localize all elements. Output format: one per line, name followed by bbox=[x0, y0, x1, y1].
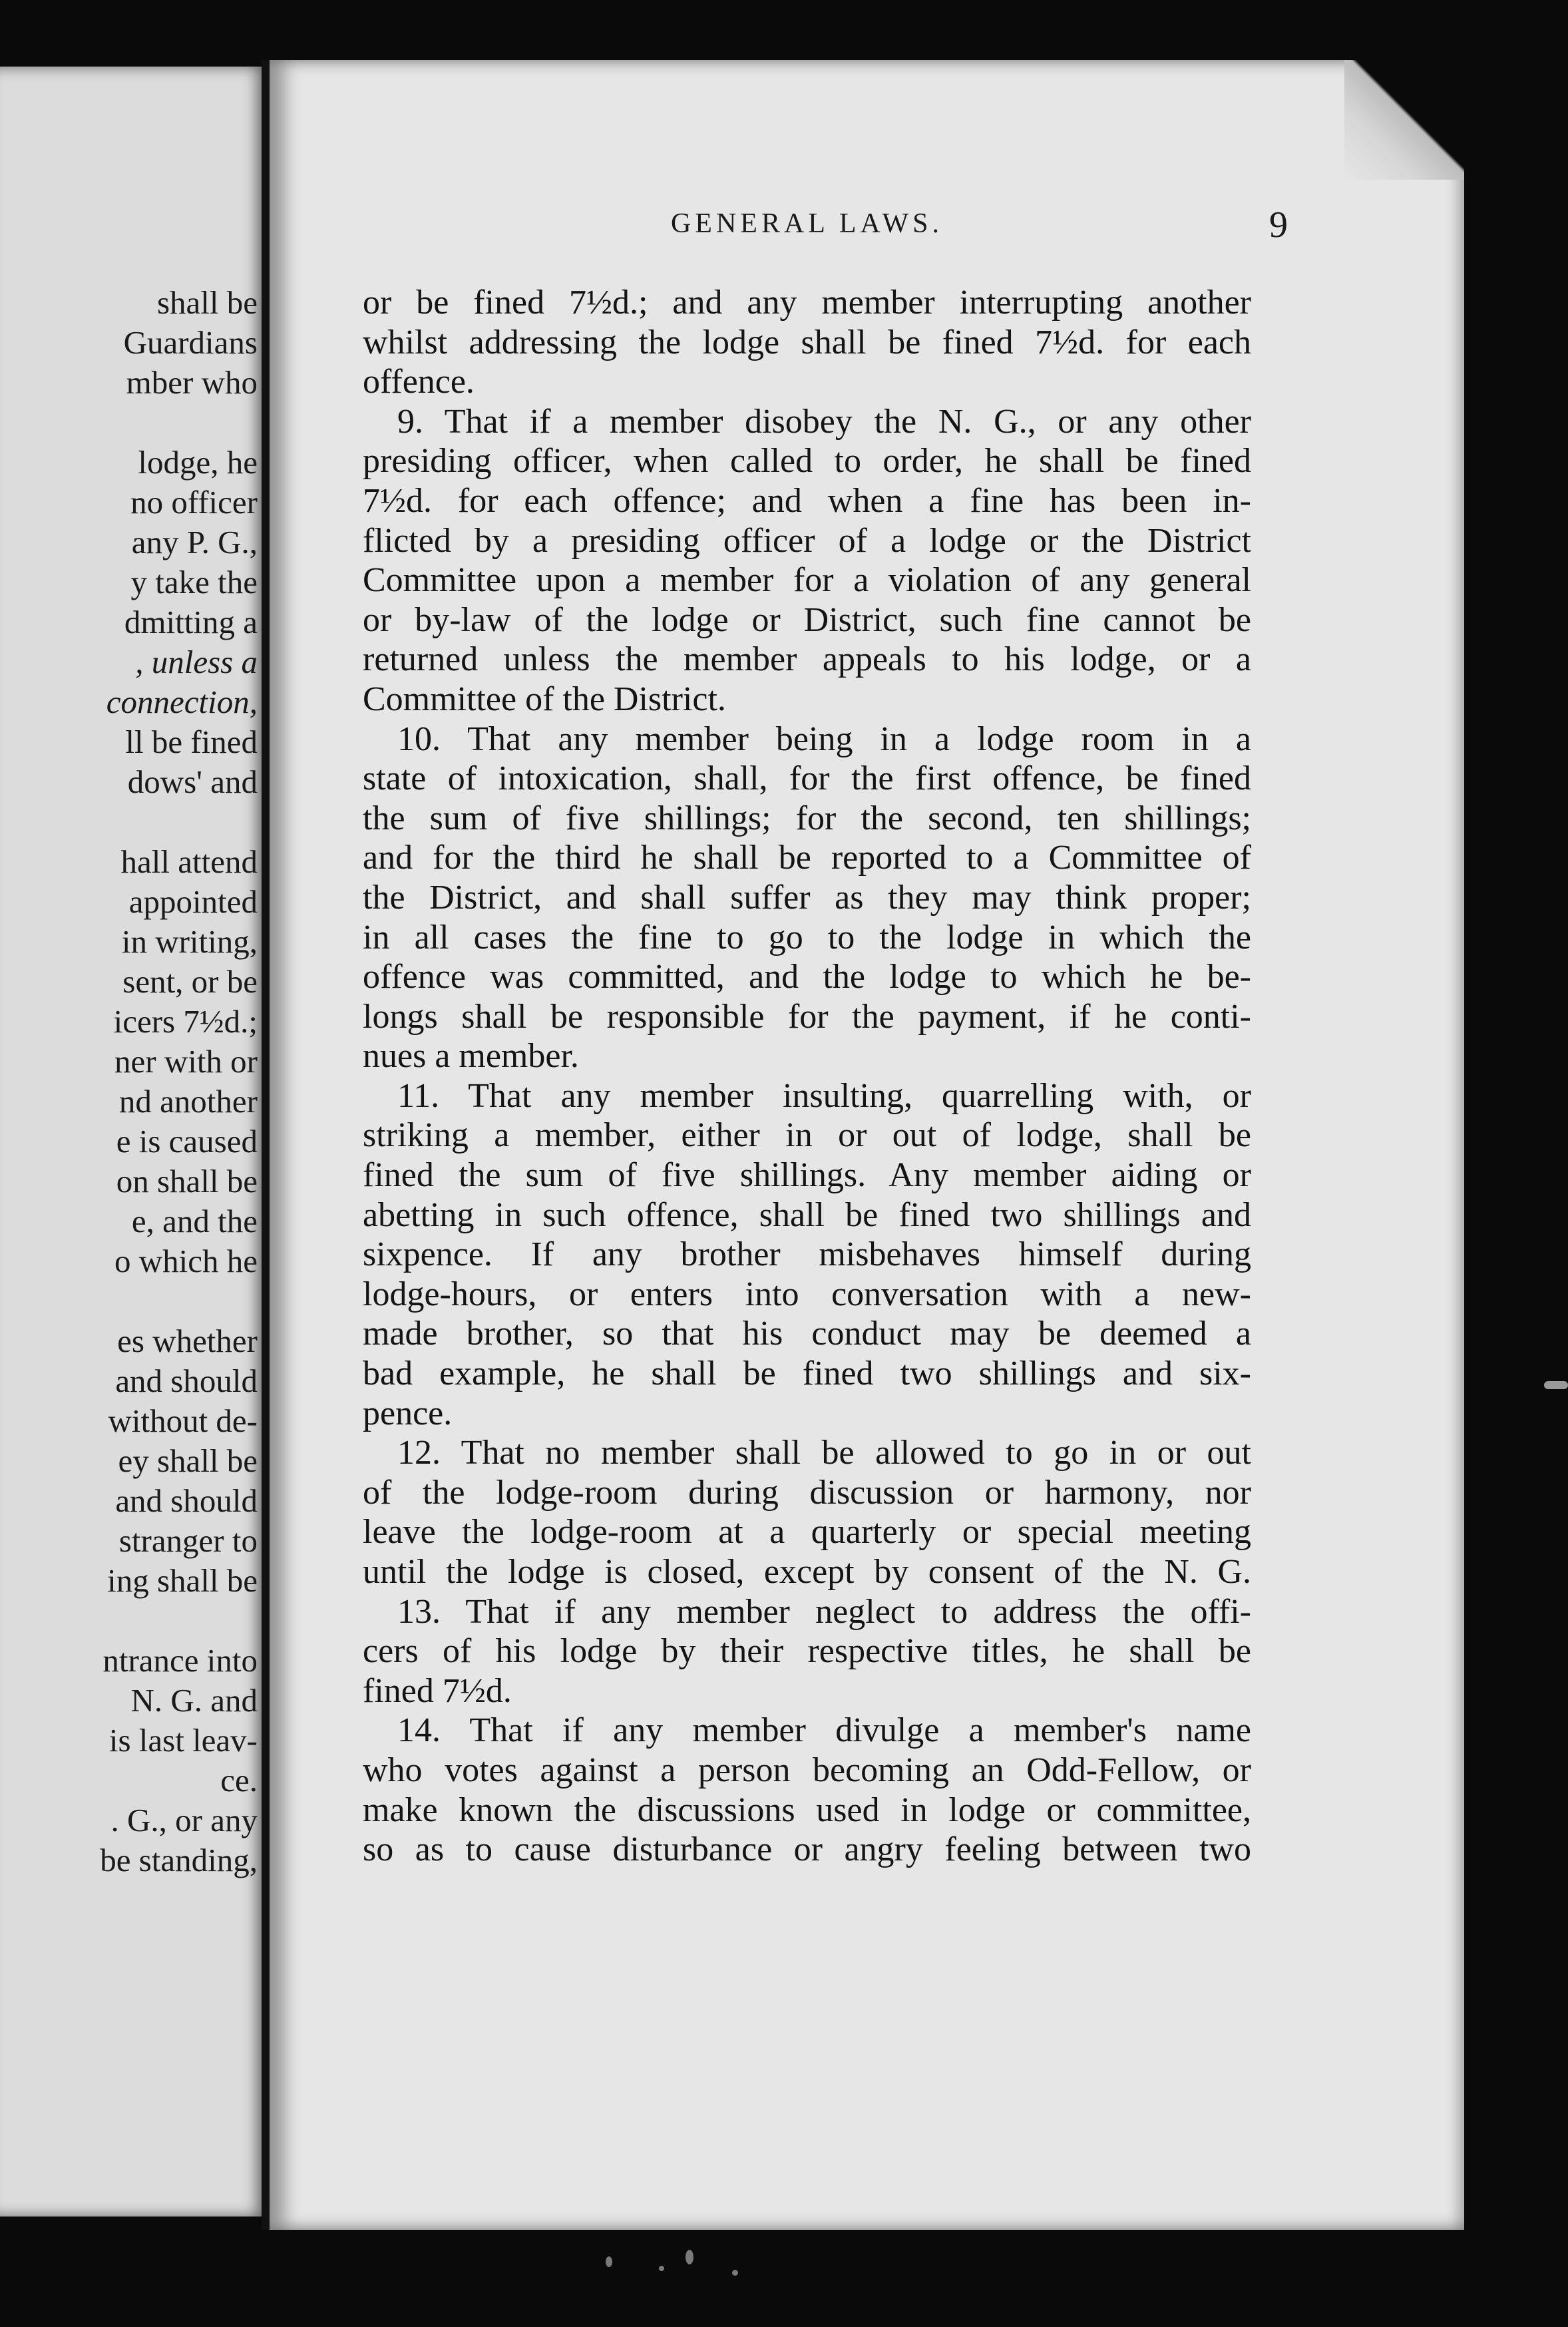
text-line: flicted by a presiding officer of a lodge or the District bbox=[363, 521, 1251, 560]
left-text-line: ll be fined bbox=[125, 724, 258, 760]
text-line: whilst addressing the lodge shall be fined 7½d. for each bbox=[363, 323, 1251, 361]
left-text-line: ntrance into bbox=[102, 1642, 258, 1679]
text-line: and for the third he shall be reported to a Committee of bbox=[363, 839, 1251, 877]
scan-speck bbox=[606, 2256, 612, 2267]
left-text-line bbox=[0, 403, 270, 443]
text-line: 13. That if any member neglect to address the offi- bbox=[397, 1592, 1251, 1631]
left-text-line: lodge, he bbox=[138, 444, 258, 481]
text-line: or be fined 7½d.; and any member interrupting another bbox=[363, 284, 1251, 321]
text-line: made brother, so that his conduct may be deemed a bbox=[363, 1315, 1251, 1353]
left-text-line: mber who bbox=[126, 364, 258, 401]
text-line: sixpence. If any brother misbehaves himself during bbox=[363, 1235, 1251, 1274]
left-text-line: ner with or bbox=[114, 1043, 258, 1080]
left-page bbox=[0, 67, 270, 2217]
left-text-line: connection, bbox=[106, 684, 258, 720]
body-text bbox=[363, 283, 1251, 1870]
left-text-line: no officer bbox=[130, 484, 258, 521]
text-line: 14. That if any member divulge a member's name bbox=[397, 1711, 1251, 1750]
text-line: so as to cause disturbance or angry feeling between two bbox=[363, 1830, 1251, 1869]
left-text-line: e, and the bbox=[131, 1203, 258, 1239]
left-text-line: es whether bbox=[117, 1323, 258, 1359]
left-text-line: in writing, bbox=[121, 923, 258, 960]
left-text-line: , unless a bbox=[135, 644, 258, 680]
left-text-line: without de- bbox=[108, 1402, 258, 1439]
text-line: 7½d. for each offence; and when a fine has been in- bbox=[363, 481, 1251, 520]
left-text-line: . G., or any bbox=[110, 1802, 258, 1838]
left-text-line: o which he bbox=[114, 1243, 258, 1279]
text-line: striking a member, either in or out of lodge, shall be bbox=[363, 1116, 1251, 1155]
page-edge-mark bbox=[1544, 1381, 1568, 1389]
left-text-line bbox=[0, 1601, 270, 1641]
left-text-line: y take the bbox=[130, 564, 258, 600]
text-line: make known the discussions used in lodge or committee, bbox=[363, 1791, 1251, 1829]
left-text-line: dows' and bbox=[127, 763, 258, 800]
right-page bbox=[270, 60, 1464, 2230]
left-text-line bbox=[0, 802, 270, 842]
text-line: 9. That if a member disobey the N. G., or any other bbox=[397, 402, 1251, 441]
text-line: 10. That any member being in a lodge room in a bbox=[397, 720, 1251, 758]
text-line: offence. bbox=[363, 363, 475, 401]
text-line: abetting in such offence, shall be fined two shillings and bbox=[363, 1195, 1251, 1234]
text-line: in all cases the fine to go to the lodge in which the bbox=[363, 918, 1251, 956]
folded-corner bbox=[1344, 60, 1464, 180]
scan-speck bbox=[732, 2270, 738, 2276]
left-text-line: ce. bbox=[220, 1762, 258, 1798]
text-line: 11. That any member insulting, quarrelling with, or bbox=[397, 1076, 1251, 1115]
text-line: presiding officer, when called to order, he shall be fined bbox=[363, 442, 1251, 481]
text-line: offence was committed, and the lodge to which he be- bbox=[363, 958, 1251, 996]
text-line: 12. That no member shall be allowed to go in or out bbox=[397, 1434, 1251, 1472]
left-text-line: and should bbox=[115, 1482, 258, 1519]
left-text-line: sent, or be bbox=[122, 963, 258, 1000]
text-line: nues a member. bbox=[363, 1037, 579, 1076]
left-text-line: is last leav- bbox=[108, 1722, 258, 1759]
text-line: cers of his lodge by their respective titles, he shall be bbox=[363, 1632, 1251, 1671]
scan-specks bbox=[586, 2236, 785, 2296]
left-text-line bbox=[0, 1281, 270, 1321]
left-text-line: appointed bbox=[128, 883, 258, 920]
page-number: 9 bbox=[1269, 204, 1288, 246]
text-line: state of intoxication, shall, for the first offence, be fined bbox=[363, 759, 1251, 798]
left-text-line: stranger to bbox=[118, 1522, 258, 1559]
text-line: longs shall be responsible for the payment, if he conti- bbox=[363, 997, 1251, 1036]
text-line: lodge-hours, or enters into conversation with a new- bbox=[363, 1275, 1251, 1313]
text-line: the District, and shall suffer as they may think proper; bbox=[363, 878, 1251, 917]
text-line: or by-law of the lodge or District, such fine cannot be bbox=[363, 600, 1251, 639]
left-text-line: icers 7½d.; bbox=[113, 1003, 258, 1040]
left-text-line: on shall be bbox=[116, 1163, 258, 1199]
text-line: who votes against a person becoming an Odd-Fellow, or bbox=[363, 1751, 1251, 1789]
text-line: until the lodge is closed, except by consent of the N. G. bbox=[363, 1553, 1251, 1591]
left-text-line: e is caused bbox=[116, 1123, 258, 1160]
left-page-text bbox=[0, 283, 270, 1880]
running-head bbox=[363, 204, 1288, 254]
scan-speck bbox=[686, 2250, 693, 2264]
left-text-line: dmitting a bbox=[124, 604, 258, 640]
text-line: the sum of five shillings; for the second, ten shillings; bbox=[363, 799, 1251, 837]
text-line: fined the sum of five shillings. Any member aiding or bbox=[363, 1156, 1251, 1195]
left-text-line: and should bbox=[115, 1363, 258, 1399]
left-text-line: ing shall be bbox=[107, 1562, 258, 1599]
left-text-line: Guardians bbox=[123, 324, 258, 361]
running-title: GENERAL LAWS. bbox=[670, 208, 944, 239]
text-line: of the lodge-room during discussion or harmony, nor bbox=[363, 1473, 1251, 1512]
left-text-line: hall attend bbox=[120, 843, 258, 880]
scan-speck bbox=[659, 2266, 664, 2271]
left-text-line: nd another bbox=[118, 1083, 258, 1120]
left-text-line: be standing, bbox=[100, 1842, 258, 1878]
left-text-line: shall be bbox=[156, 284, 258, 321]
left-text-line: any P. G., bbox=[131, 524, 258, 560]
text-line: Committee of the District. bbox=[363, 680, 726, 718]
text-line: Committee upon a member for a violation of any general bbox=[363, 561, 1251, 600]
left-text-line: ey shall be bbox=[118, 1442, 258, 1479]
text-line: leave the lodge-room at a quarterly or special meeting bbox=[363, 1513, 1251, 1552]
left-text-line: N. G. and bbox=[130, 1682, 258, 1719]
text-line: pence. bbox=[363, 1394, 453, 1432]
text-line: returned unless the member appeals to his lodge, or a bbox=[363, 640, 1251, 679]
text-line: fined 7½d. bbox=[363, 1671, 512, 1710]
text-line: bad example, he shall be fined two shillings and six- bbox=[363, 1355, 1251, 1393]
